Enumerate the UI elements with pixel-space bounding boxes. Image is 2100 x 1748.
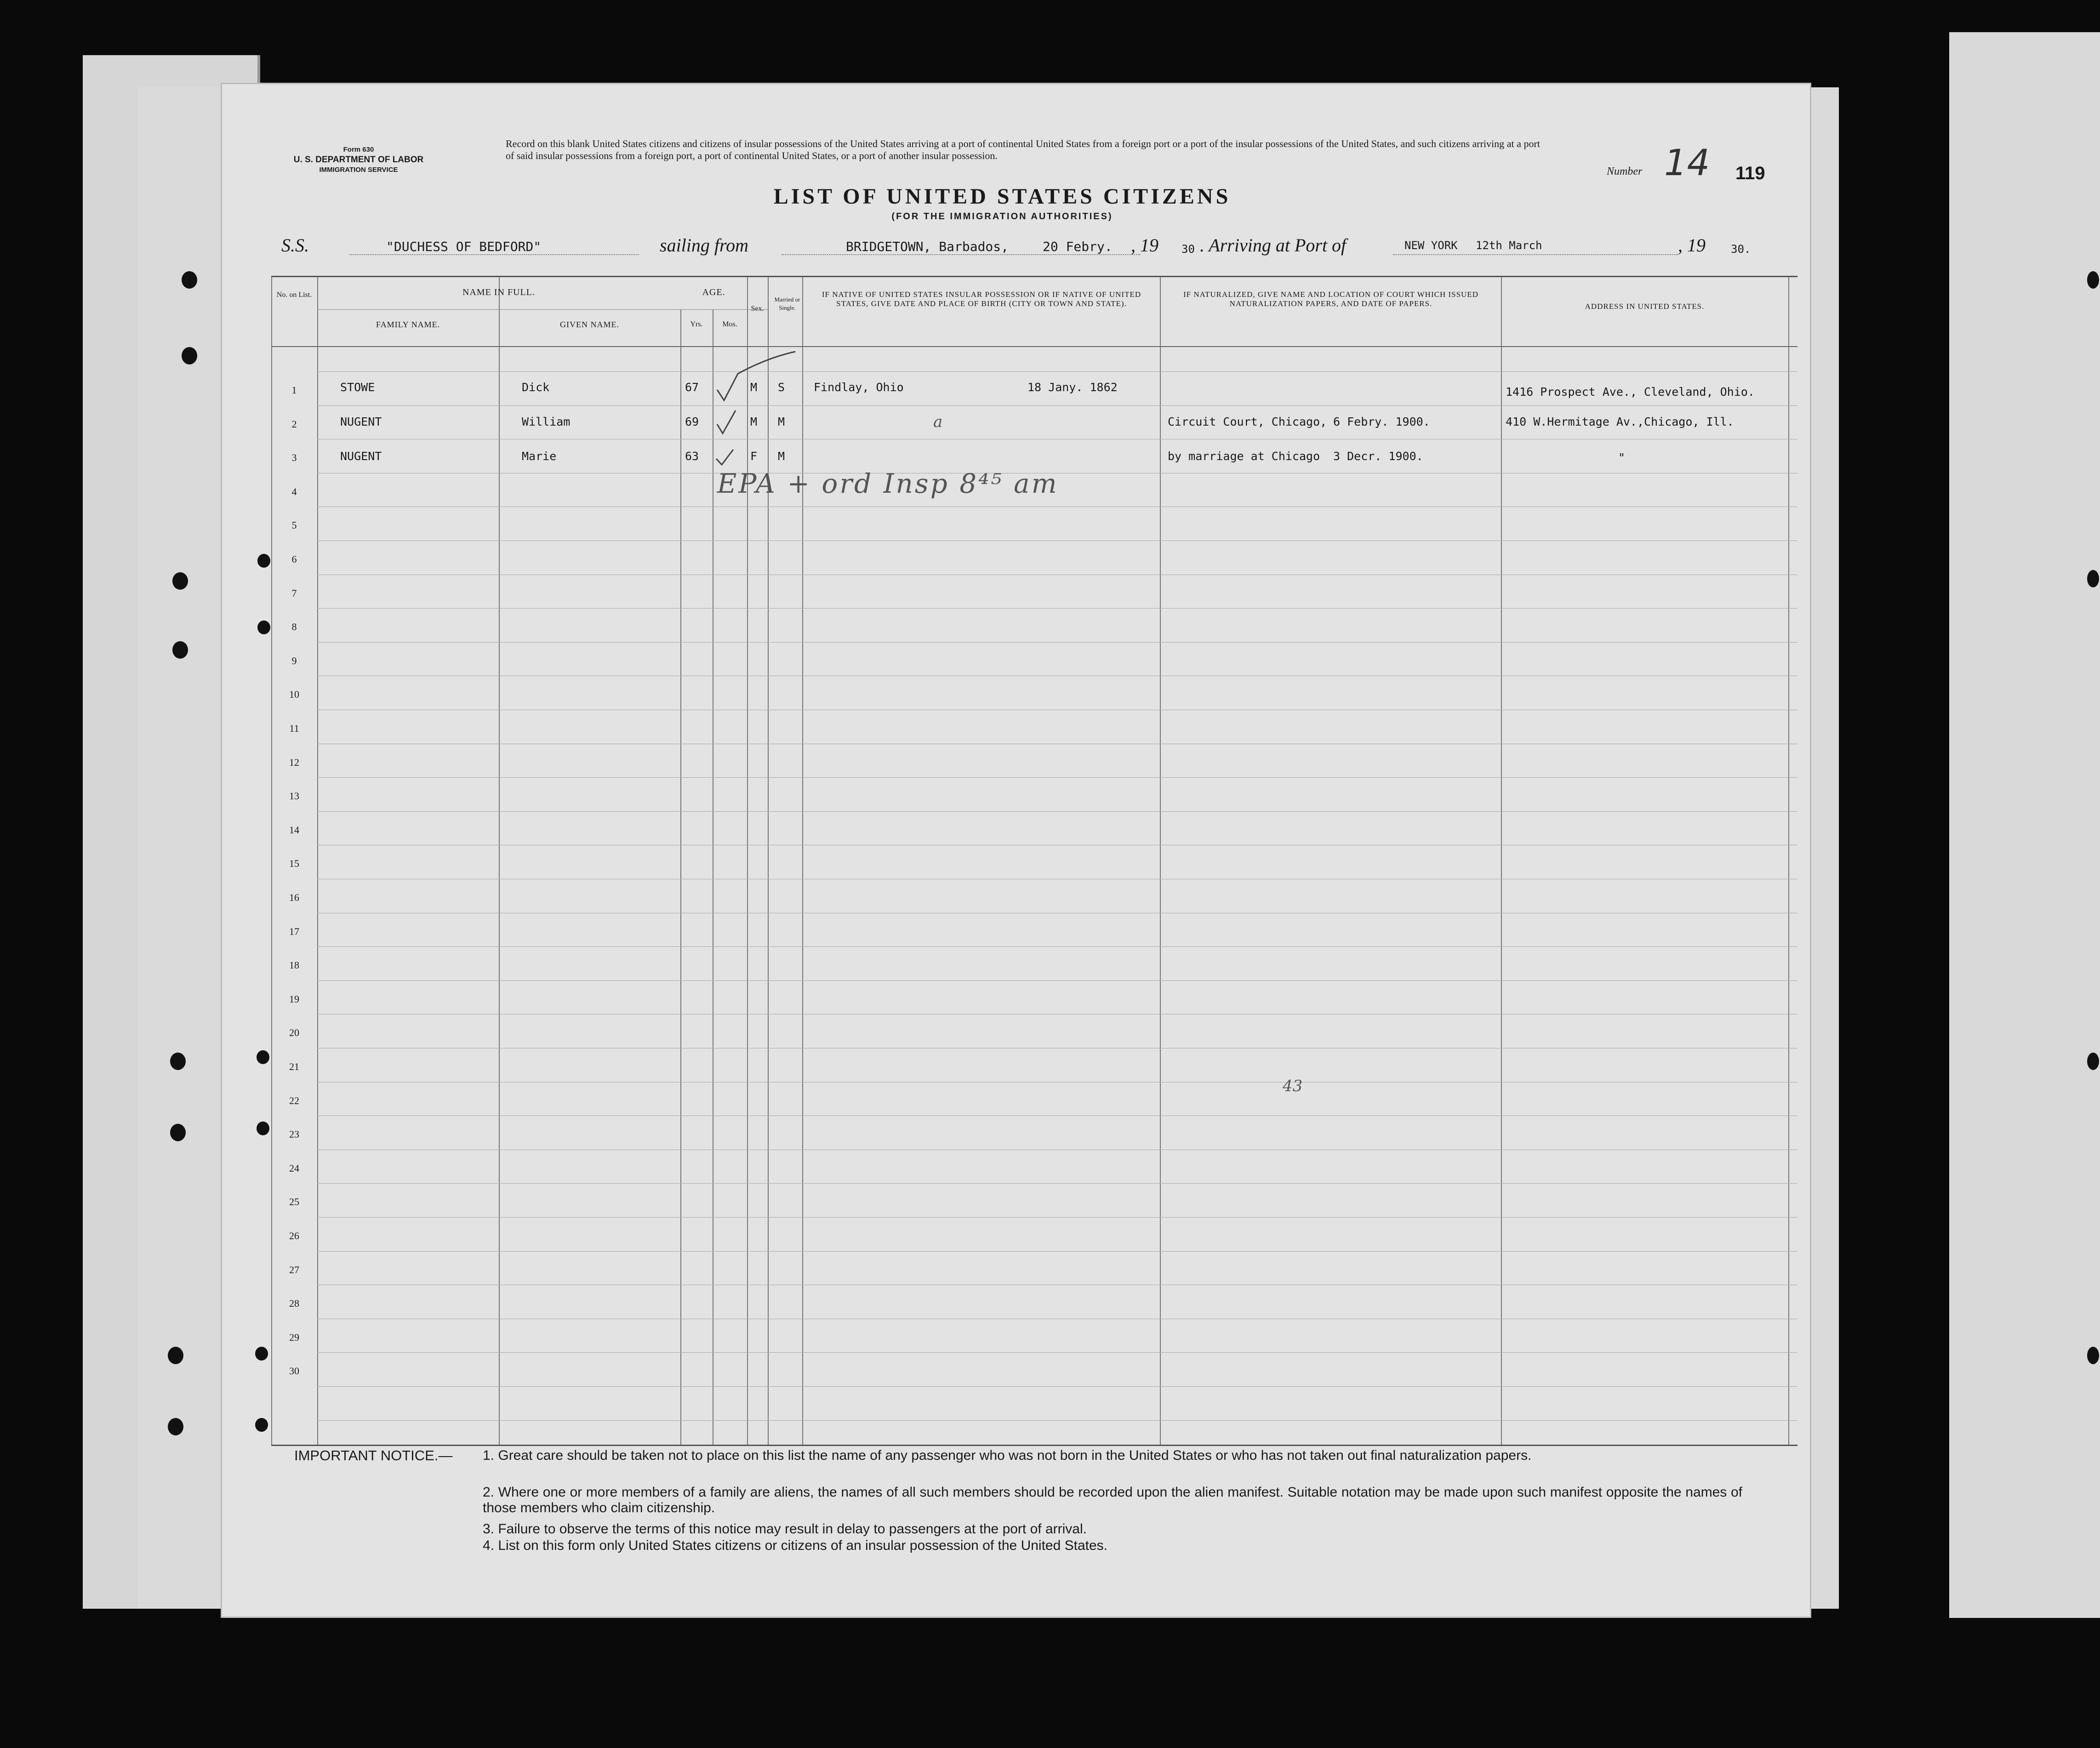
- row-rule: [317, 1251, 1798, 1252]
- header-name-in-full: NAME IN FULL.: [462, 287, 535, 297]
- row-rule: [317, 1183, 1798, 1184]
- punch-hole: [172, 572, 188, 590]
- punch-hole: [255, 1347, 268, 1361]
- row-number: 4: [291, 486, 297, 497]
- punch-hole: [168, 1418, 183, 1435]
- header-yrs: Yrs.: [690, 320, 703, 328]
- service-name: IMMIGRATION SERVICE: [319, 166, 398, 174]
- notice-item: 3. Failure to observe the terms of this notice may result in delay to passengers at the port of arrival.: [483, 1521, 1087, 1537]
- row-rule: [317, 980, 1798, 981]
- margin-mark: 43: [1283, 1077, 1303, 1095]
- address: 410 W.Hermitage Av.,Chicago, Ill.: [1506, 415, 1734, 428]
- punch-hole: [2087, 1347, 2099, 1364]
- punch-hole: [172, 641, 188, 659]
- row-number: 8: [291, 621, 297, 632]
- row-rule: [317, 1352, 1798, 1353]
- punch-hole: [168, 1347, 183, 1364]
- marital-status: S: [778, 381, 785, 394]
- row-rule: [317, 1420, 1798, 1421]
- header-birth: IF NATIVE OF UNITED STATES INSULAR POSSESSION OR IF NATIVE OF UNITED STATES, GIVE DATE AND PLACE OF BIRTH (CITY OR TOWN AND STATE).: [822, 290, 1141, 308]
- row-number: 14: [289, 824, 299, 836]
- row-number: 29: [289, 1332, 299, 1343]
- row-number: 17: [289, 926, 299, 937]
- punch-hole: [257, 621, 270, 634]
- row-number: 21: [289, 1061, 299, 1072]
- header-mos: Mos.: [722, 320, 737, 328]
- age-years: 67: [685, 381, 699, 394]
- family-name: NUGENT: [340, 450, 382, 463]
- given-name: Dick: [522, 381, 550, 394]
- row-number: 26: [289, 1230, 299, 1241]
- row-number: 12: [289, 757, 299, 768]
- column-rule: [271, 277, 272, 1445]
- court-name: Circuit Court, Chicago,: [1168, 415, 1327, 428]
- row-number: 11: [289, 723, 299, 734]
- page-title: LIST OF UNITED STATES CITIZENS: [773, 184, 1231, 209]
- row-rule: [317, 642, 1798, 643]
- row-number: 9: [291, 655, 297, 666]
- given-name: Marie: [522, 450, 557, 463]
- punch-hole: [257, 1122, 269, 1135]
- punch-hole: [255, 1418, 268, 1432]
- punch-hole: [257, 1050, 269, 1064]
- notice-lead: IMPORTANT NOTICE.—: [294, 1447, 453, 1463]
- family-name: NUGENT: [340, 415, 382, 428]
- row-number: 19: [289, 993, 299, 1005]
- number-label: Number: [1607, 165, 1643, 177]
- address: ": [1618, 451, 1626, 464]
- page-subtitle: (FOR THE IMMIGRATION AUTHORITIES): [891, 211, 1113, 222]
- row-number: 23: [289, 1128, 299, 1140]
- sailing-from-label: sailing from: [660, 235, 748, 256]
- row-rule: [317, 371, 1798, 372]
- departure-year: 30: [1181, 243, 1195, 256]
- form-identifier: [276, 145, 441, 175]
- background-right-page: [1949, 32, 2100, 1618]
- sex: F: [750, 450, 758, 463]
- row-rule: [317, 608, 1798, 609]
- row-number: 24: [289, 1162, 299, 1174]
- column-rule: [1501, 277, 1502, 1445]
- arrival-port: NEW YORK: [1404, 239, 1458, 252]
- checkmark-icon: [717, 352, 795, 400]
- arrival-year: 30.: [1731, 243, 1751, 256]
- dotted-line: [782, 254, 1140, 255]
- departure-date: 20 Febry.: [1043, 239, 1113, 254]
- header-given-name: GIVEN NAME.: [560, 320, 619, 329]
- column-rule: [1788, 277, 1789, 1445]
- arrival-date: 12th March: [1476, 239, 1542, 252]
- court-date: 3 Decr. 1900.: [1333, 450, 1423, 463]
- row-number: 27: [289, 1264, 299, 1275]
- punch-hole: [2087, 271, 2099, 289]
- row-number: 13: [289, 790, 299, 802]
- marital-status: M: [778, 415, 785, 428]
- court-name: by marriage at Chicago: [1168, 450, 1320, 463]
- row-number: 3: [291, 452, 297, 463]
- punch-hole: [182, 347, 197, 364]
- court-date: 6 Febry. 1900.: [1333, 415, 1430, 428]
- dotted-line: [1393, 254, 1678, 255]
- marital-status: M: [778, 450, 785, 463]
- punch-hole: [2087, 570, 2099, 587]
- row-number: 18: [289, 959, 299, 971]
- row-number: 6: [291, 553, 297, 565]
- punch-hole: [257, 554, 270, 568]
- row-number: 20: [289, 1027, 299, 1038]
- header-rule: [317, 309, 768, 310]
- punch-hole: [182, 271, 197, 289]
- margin-mark: a: [933, 413, 943, 431]
- age-years: 63: [685, 450, 699, 463]
- departure-port: BRIDGETOWN, Barbados,: [846, 239, 1009, 254]
- header-age: AGE.: [702, 287, 725, 297]
- row-rule: [317, 811, 1798, 812]
- row-rule: [317, 1217, 1798, 1218]
- page-number: 119: [1735, 163, 1765, 183]
- notice-item: 2. Where one or more members of a family are aliens, the names of all such members should be recorded upon the alien manifest. Suitable notation may be made upon such manifest opposite the names of those members who claim citizenship.: [483, 1485, 1742, 1515]
- address: 1416 Prospect Ave., Cleveland, Ohio.: [1506, 385, 1755, 399]
- row-number: 5: [291, 519, 297, 531]
- header-sex: Sex.: [751, 305, 764, 313]
- checkmark-icon: [717, 410, 736, 433]
- row-number: 1: [291, 384, 297, 396]
- department-name: U. S. DEPARTMENT OF LABOR: [293, 155, 424, 165]
- header-family-name: FAMILY NAME.: [376, 320, 440, 329]
- row-number: 2: [291, 418, 297, 430]
- punch-hole: [2087, 1053, 2099, 1070]
- ship-name: "DUCHESS OF BEDFORD": [386, 239, 542, 254]
- inspector-annotation: EPA + ord Insp 8⁴⁵ am: [717, 468, 1059, 499]
- notice-item: 4. List on this form only United States citizens or citizens of an insular possession of the United States.: [483, 1538, 1108, 1553]
- instructions-text: Record on this blank United States citizens and citizens of insular possessions of the United States arriving at a port of continental United States from a foreign port or a port of the insular possessions of the United States, and such citizens arriving at a port of said insular possessions from a foreign port, a port of continental United States, or a port of another insular possession.: [506, 138, 1540, 161]
- notice-item: 1. Great care should be taken not to place on this list the name of any passenger who was not born in the United States or who has not taken out final naturalization papers.: [483, 1448, 1532, 1463]
- header-married-single: Married or Single.: [774, 296, 800, 311]
- punch-hole: [170, 1053, 186, 1070]
- header-address: ADDRESS IN UNITED STATES.: [1585, 302, 1705, 311]
- row-number: 16: [289, 892, 299, 903]
- checkmark-icon: [716, 450, 733, 465]
- number-handwritten: 14: [1664, 142, 1710, 184]
- row-rule: [317, 777, 1798, 778]
- ss-label: S.S.: [281, 235, 309, 256]
- family-name: STOWE: [340, 381, 375, 394]
- form-number: Form 630: [343, 146, 374, 154]
- row-number: 7: [291, 587, 297, 599]
- header-naturalized: IF NATURALIZED, GIVE NAME AND LOCATION OF COURT WHICH ISSUED NATURALIZATION PAPERS, AND DATE OF PAPERS.: [1183, 290, 1478, 308]
- age-years: 69: [685, 415, 699, 428]
- birth-date: 18 Jany. 1862: [1027, 381, 1118, 394]
- row-number: 15: [289, 858, 299, 869]
- dotted-line: [349, 254, 639, 255]
- column-rule: [317, 277, 318, 1445]
- arriving-label: . Arriving at Port of: [1200, 235, 1347, 256]
- row-rule: [317, 946, 1798, 947]
- passenger-table: [271, 276, 1798, 1446]
- header-rule: [271, 346, 1798, 347]
- header-no-on-list: No. on List.: [276, 291, 312, 299]
- row-number: 22: [289, 1095, 299, 1106]
- checkmarks: [713, 346, 860, 466]
- birth-place: Findlay, Ohio: [814, 381, 904, 394]
- sex: M: [750, 381, 758, 394]
- row-number: 30: [289, 1365, 299, 1377]
- row-number: 25: [289, 1196, 299, 1207]
- column-rule: [499, 277, 500, 1445]
- year-prefix-2: , 19: [1678, 235, 1706, 256]
- sex: M: [750, 415, 758, 428]
- punch-hole: [170, 1124, 186, 1141]
- column-rule: [1160, 277, 1161, 1445]
- row-number: 10: [289, 689, 299, 700]
- row-rule: [317, 405, 1798, 406]
- given-name: William: [522, 415, 571, 428]
- row-number: 28: [289, 1298, 299, 1309]
- column-rule: [680, 309, 681, 1445]
- row-rule: [317, 1386, 1798, 1387]
- year-prefix-1: , 19: [1131, 235, 1158, 256]
